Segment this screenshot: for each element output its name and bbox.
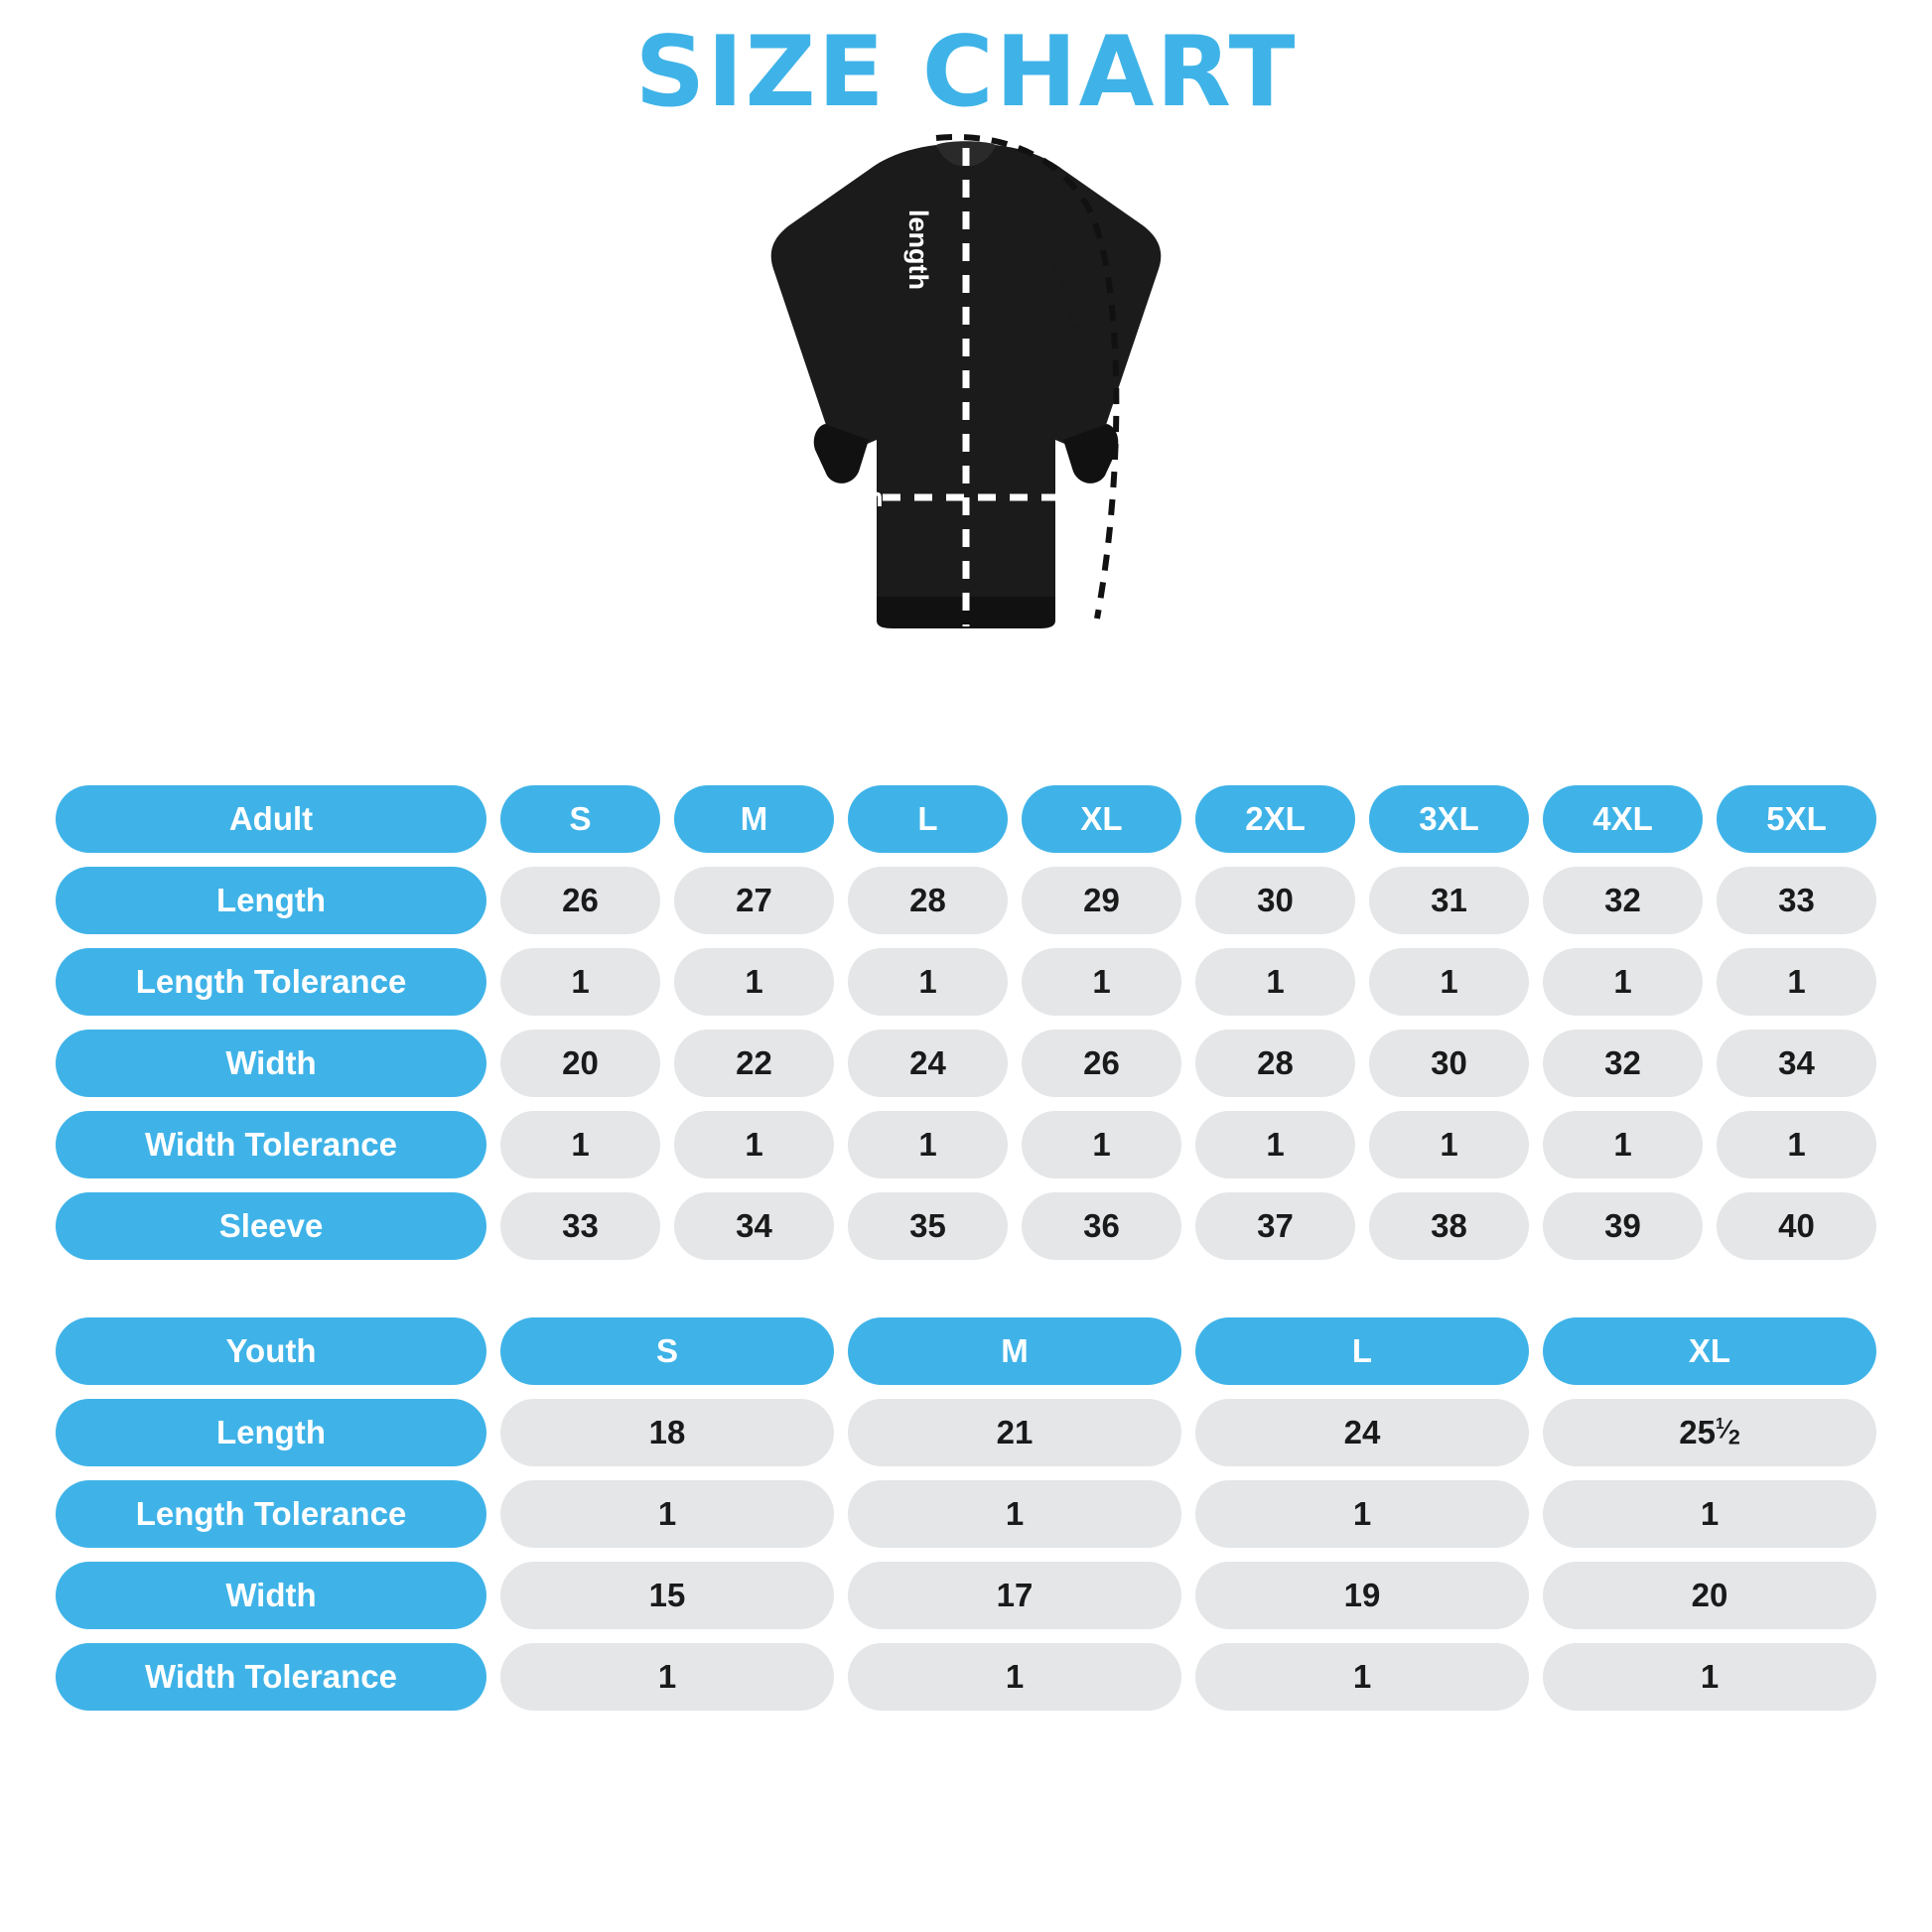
table-cell: 24 [848,1030,1008,1097]
youth-header-row [56,1317,1876,1385]
table-cell: 1 [1022,1111,1181,1178]
adult-col-3xl: 3XL [1369,785,1529,853]
table-cell: 34 [674,1192,834,1260]
table-cell: 1 [500,1480,834,1548]
table-cell: 1 [1717,1111,1876,1178]
table-cell: 1 [848,1111,1008,1178]
table-cell: 1 [848,948,1008,1016]
adult-col-l: L [848,785,1008,853]
adult-col-m: M [674,785,834,853]
youth-row-length-tolerance [56,1480,1876,1548]
table-cell: 20 [1543,1562,1876,1629]
table-cell: 1 [1369,948,1529,1016]
table-cell: 25 $^1⁄_2$ [1543,1399,1876,1466]
table-cell: 1 [1195,948,1355,1016]
row-label-length: Length [56,1399,486,1466]
row-label-length-tolerance: Length Tolerance [56,1480,486,1548]
row-label-length-tolerance: Length Tolerance [56,948,486,1016]
row-label-length: Length [56,867,486,934]
youth-size-table [0,1317,1932,1711]
table-cell: 1 [1369,1111,1529,1178]
table-cell: 1 [674,948,834,1016]
youth-row-width [56,1562,1876,1629]
table-cell: 18 [500,1399,834,1466]
adult-row-length-tolerance [56,948,1876,1016]
adult-row-width-tolerance [56,1111,1876,1178]
table-cell: 36 [1022,1192,1181,1260]
table-cell: 30 [1369,1030,1529,1097]
adult-col-xl: XL [1022,785,1181,853]
adult-col-s: S [500,785,660,853]
adult-table-title: Adult [56,785,486,853]
table-cell: 1 [1195,1643,1529,1711]
table-cell: 28 [848,867,1008,934]
length-measure-label: length [903,208,933,290]
table-cell: 26 [1022,1030,1181,1097]
adult-header-row [56,785,1876,853]
table-cell: 37 [1195,1192,1355,1260]
youth-table-title: Youth [56,1317,486,1385]
table-cell: 33 [1717,867,1876,934]
table-cell: 40 [1717,1192,1876,1260]
table-cell: 1 [500,948,660,1016]
table-cell: 33 [500,1192,660,1260]
table-spacer [0,1274,1932,1317]
youth-row-length [56,1399,1876,1466]
table-cell: 1 [1022,948,1181,1016]
adult-row-sleeve [56,1192,1876,1260]
table-cell: 1 [1543,1480,1876,1548]
adult-size-table [0,785,1932,1260]
table-cell: 27 [674,867,834,934]
table-cell: 1 [500,1111,660,1178]
table-cell: 1 [848,1643,1181,1711]
table-cell: 17 [848,1562,1181,1629]
adult-row-width [56,1030,1876,1097]
table-cell: 29 [1022,867,1181,934]
table-cell: 28 [1195,1030,1355,1097]
row-label-width-tolerance: Width Tolerance [56,1643,486,1711]
youth-col-m: M [848,1317,1181,1385]
sweatshirt-graphic [638,130,1294,785]
page-title: SIZE CHART [634,16,1298,129]
table-cell: 1 [848,1480,1181,1548]
row-label-width: Width [56,1030,486,1097]
adult-col-2xl: 2XL [1195,785,1355,853]
table-cell: 1 [674,1111,834,1178]
table-cell: 39 [1543,1192,1703,1260]
adult-col-5xl: 5XL [1717,785,1876,853]
table-cell: 22 [674,1030,834,1097]
youth-col-s: S [500,1317,834,1385]
row-label-width-tolerance: Width Tolerance [56,1111,486,1178]
adult-col-4xl: 4XL [1543,785,1703,853]
table-cell: 1 [1543,948,1703,1016]
table-cell: 21 [848,1399,1181,1466]
width-measure-label: width [813,482,884,512]
table-cell: 15 [500,1562,834,1629]
table-cell: 1 [1543,1111,1703,1178]
table-cell: 30 [1195,867,1355,934]
table-cell: 31 [1369,867,1529,934]
youth-col-xl: XL [1543,1317,1876,1385]
table-cell: 32 [1543,1030,1703,1097]
table-cell: 24 [1195,1399,1529,1466]
table-cell: 1 [1195,1111,1355,1178]
row-label-width: Width [56,1562,486,1629]
table-cell: 34 [1717,1030,1876,1097]
table-cell: 1 [1717,948,1876,1016]
table-cell: 35 [848,1192,1008,1260]
table-cell: 38 [1369,1192,1529,1260]
youth-row-width-tolerance [56,1643,1876,1711]
garment-illustration [0,130,1932,785]
table-cell: 19 [1195,1562,1529,1629]
table-cell: 32 [1543,867,1703,934]
table-cell: 1 [500,1643,834,1711]
table-cell: 1 [1195,1480,1529,1548]
table-cell: 20 [500,1030,660,1097]
table-cell: 1 [1543,1643,1876,1711]
adult-row-length [56,867,1876,934]
table-cell: 26 [500,867,660,934]
row-label-sleeve: Sleeve [56,1192,486,1260]
sleeve-measure-label: sleeve [1046,252,1098,341]
youth-col-l: L [1195,1317,1529,1385]
